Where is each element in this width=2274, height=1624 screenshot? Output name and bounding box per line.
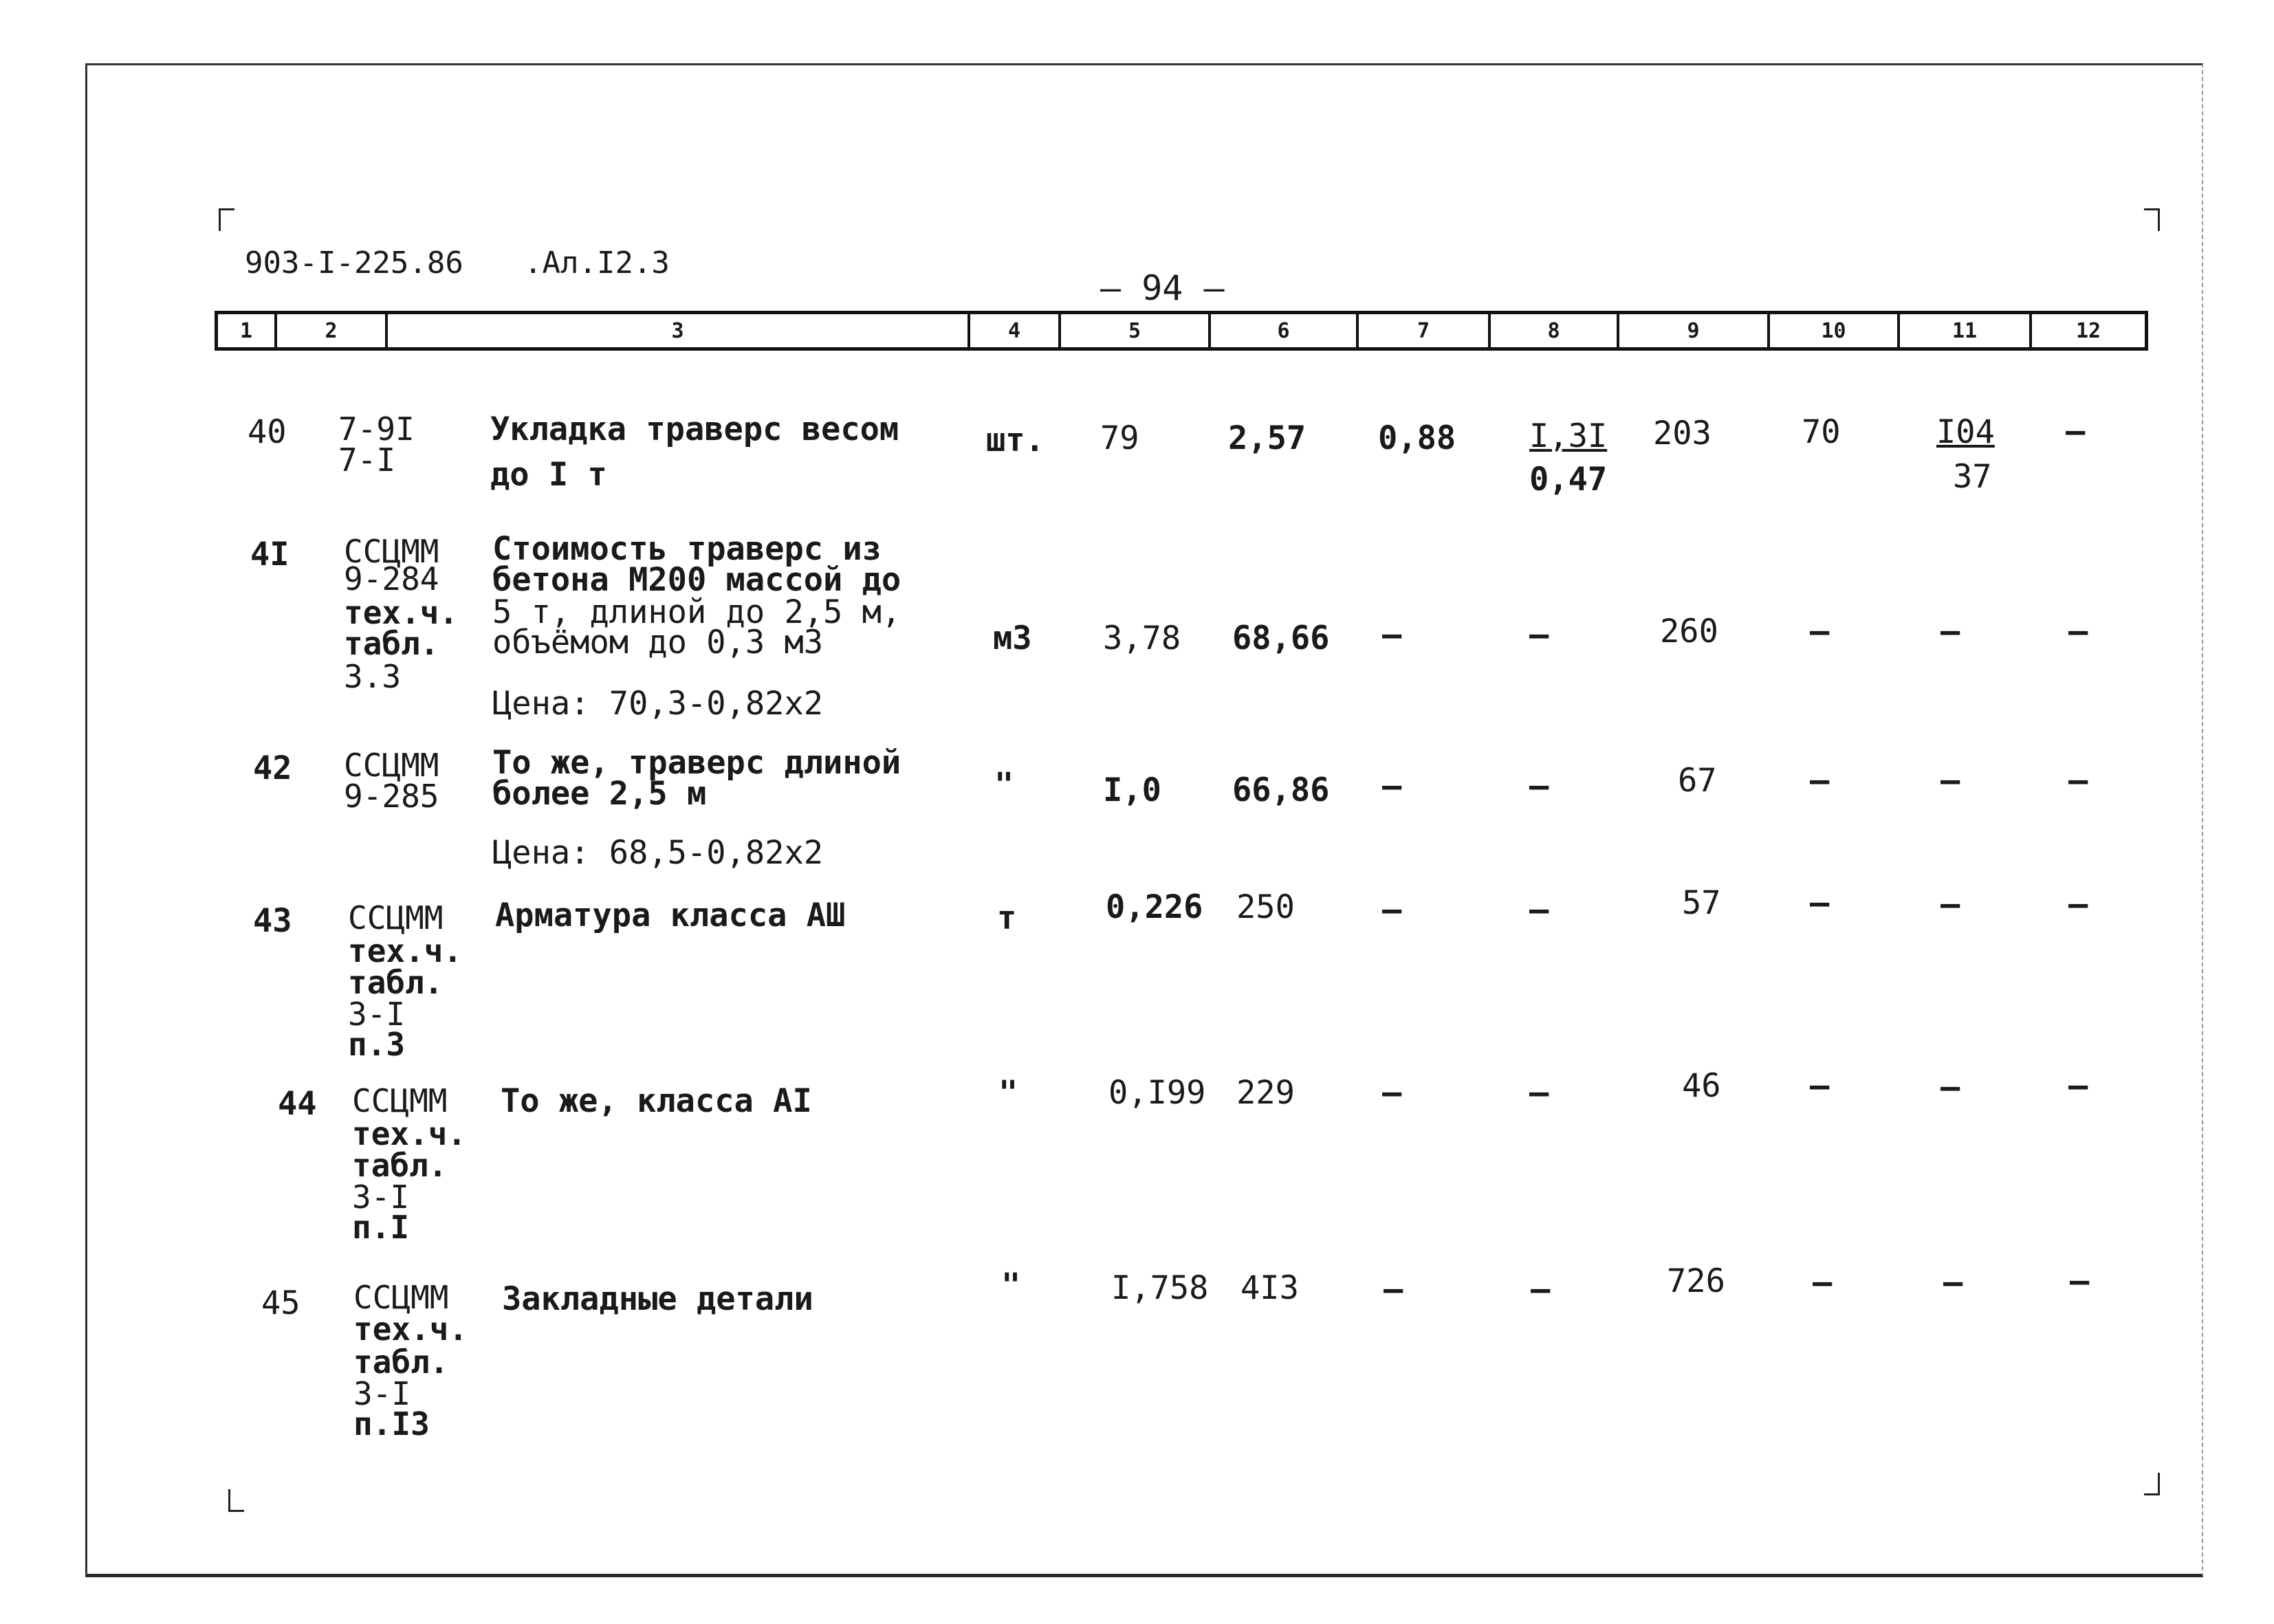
unit: " bbox=[994, 766, 1014, 804]
norm-code-line: табл. bbox=[344, 625, 439, 662]
work-description-line: Закладные детали bbox=[502, 1280, 813, 1318]
norm-code-line: 3-I bbox=[353, 1375, 411, 1412]
price-formula: Цена: 70,3-0,82х2 bbox=[492, 685, 824, 723]
unit: м3 bbox=[993, 619, 1032, 657]
unit-cost: 2,57 bbox=[1228, 419, 1307, 457]
column-header: 6 bbox=[1211, 314, 1359, 347]
total-cost: 67 bbox=[1678, 762, 1717, 800]
col10-value: – bbox=[1810, 884, 1830, 922]
corner-mark-top-right bbox=[2144, 208, 2160, 231]
col7-value: – bbox=[1384, 1271, 1403, 1308]
corner-mark-bottom-left bbox=[228, 1489, 244, 1512]
quantity: 3,78 bbox=[1103, 619, 1181, 657]
total-cost: 260 bbox=[1660, 613, 1718, 650]
col10-value: – bbox=[1810, 1067, 1830, 1105]
col8-value: – bbox=[1529, 891, 1549, 929]
work-description-line: бетона М200 массой до bbox=[492, 561, 901, 599]
col12-value: – bbox=[2070, 1262, 2090, 1300]
quantity: 0,I99 bbox=[1108, 1074, 1206, 1112]
unit-cost: 68,66 bbox=[1232, 619, 1330, 657]
document-code: 903-I-225.86 bbox=[245, 245, 463, 281]
col11-value: – bbox=[1940, 613, 1960, 650]
col12-value: – bbox=[2068, 886, 2088, 923]
unit: " bbox=[998, 1074, 1018, 1112]
norm-code-line: 9-284 bbox=[344, 560, 439, 597]
col7-value: – bbox=[1382, 1074, 1402, 1112]
unit: т bbox=[997, 899, 1017, 937]
row-number: 4I bbox=[250, 536, 289, 573]
work-description-line: Арматура класса АШ bbox=[495, 897, 846, 934]
norm-code-line: п.3 bbox=[348, 1026, 406, 1063]
norm-code-line: ССЦММ bbox=[344, 533, 439, 570]
column-header: 10 bbox=[1770, 314, 1900, 347]
norm-code-line: тех.ч. bbox=[353, 1310, 468, 1348]
col12-value: – bbox=[2068, 762, 2088, 800]
norm-code-line: 3-I bbox=[348, 996, 406, 1033]
unit-cost: 66,86 bbox=[1232, 771, 1330, 809]
unit-cost: 250 bbox=[1236, 888, 1295, 926]
unit: " bbox=[1001, 1266, 1021, 1304]
col8-value-top: I,3I bbox=[1529, 417, 1608, 455]
col11-value: – bbox=[1943, 1264, 1963, 1302]
norm-code-line: 7-9I bbox=[338, 410, 415, 448]
col10-value: – bbox=[1810, 762, 1830, 800]
norm-code-line: тех.ч. bbox=[348, 932, 463, 969]
row-number: 44 bbox=[278, 1085, 317, 1123]
work-description-line: объёмом до 0,3 м3 bbox=[492, 624, 824, 661]
norm-code-line: табл. bbox=[352, 1147, 448, 1184]
col10-value: 70 bbox=[1802, 413, 1841, 451]
norm-code-line: 3.3 bbox=[344, 658, 402, 695]
norm-code-line: 7-I bbox=[338, 441, 396, 479]
col7-value: – bbox=[1382, 616, 1402, 654]
quantity: I,0 bbox=[1103, 771, 1161, 809]
col8-value-bottom: 0,47 bbox=[1529, 461, 1608, 498]
work-description-line: Стоимость траверс из bbox=[492, 530, 882, 568]
col12-value: – bbox=[2066, 413, 2086, 450]
norm-code-line: тех.ч. bbox=[352, 1115, 467, 1152]
column-header: 2 bbox=[277, 314, 388, 347]
col7-value: – bbox=[1382, 891, 1402, 929]
work-description-line: То же, траверс длиной bbox=[492, 744, 901, 782]
column-header: 1 bbox=[218, 314, 277, 347]
quantity: I,758 bbox=[1111, 1269, 1209, 1307]
column-header: 12 bbox=[2075, 318, 2101, 343]
column-header: 11 bbox=[1900, 314, 2032, 347]
col11-value: – bbox=[1940, 886, 1960, 923]
norm-code-line: 9-285 bbox=[344, 778, 439, 815]
norm-code-line: ССЦММ bbox=[352, 1082, 448, 1119]
col7-value: 0,88 bbox=[1378, 419, 1456, 457]
norm-code-line: п.I3 bbox=[353, 1405, 430, 1442]
col8-value: – bbox=[1531, 1271, 1551, 1308]
norm-code-line: 3-I bbox=[352, 1178, 410, 1216]
row-number: 42 bbox=[253, 749, 292, 787]
norm-code-line: табл. bbox=[348, 964, 444, 1001]
total-cost: 726 bbox=[1667, 1262, 1725, 1300]
row-number: 43 bbox=[253, 902, 292, 940]
norm-code-line: табл. bbox=[353, 1343, 449, 1381]
price-formula: Цена: 68,5-0,82х2 bbox=[492, 834, 824, 872]
page-number: — 94 — bbox=[1100, 268, 1225, 308]
column-header: 7 bbox=[1359, 314, 1491, 347]
col11-value-bottom: 37 bbox=[1953, 458, 1992, 496]
total-cost: 203 bbox=[1653, 415, 1712, 452]
col12-value: – bbox=[2068, 613, 2088, 650]
col8-value: – bbox=[1529, 1074, 1549, 1112]
work-description-line: 5 т, длиной до 2,5 м, bbox=[492, 593, 901, 631]
unit-cost: 229 bbox=[1236, 1074, 1295, 1112]
total-cost: 46 bbox=[1682, 1067, 1721, 1105]
col10-value: – bbox=[1810, 613, 1830, 650]
col11-value: – bbox=[1940, 1068, 1960, 1106]
column-header: 3 bbox=[388, 314, 970, 347]
sheet-reference: .Ал.I2.3 bbox=[524, 245, 670, 281]
col7-value: – bbox=[1382, 767, 1402, 805]
work-description-line: Укладка траверс весом bbox=[490, 410, 899, 448]
unit: шт. bbox=[986, 421, 1045, 459]
column-header: 8 bbox=[1491, 314, 1619, 347]
work-description-line: То же, класса АI bbox=[501, 1082, 812, 1120]
col12-value: – bbox=[2068, 1067, 2088, 1105]
norm-code-line: ССЦММ bbox=[344, 747, 439, 784]
row-number: 45 bbox=[261, 1284, 300, 1322]
row-number: 40 bbox=[248, 413, 287, 451]
work-description-line: более 2,5 м bbox=[492, 775, 707, 813]
col11-value-top: I04 bbox=[1936, 413, 1995, 451]
quantity: 0,226 bbox=[1106, 888, 1203, 926]
col8-value: – bbox=[1529, 767, 1549, 805]
quantity: 79 bbox=[1100, 419, 1139, 457]
corner-mark-top-left bbox=[219, 208, 234, 231]
work-description-line: до I т bbox=[490, 456, 607, 494]
column-header-row bbox=[215, 311, 2148, 351]
column-header: 9 bbox=[1619, 314, 1770, 347]
unit-cost: 4I3 bbox=[1240, 1269, 1299, 1307]
norm-code-line: п.I bbox=[352, 1209, 410, 1246]
norm-code-line: тех.ч. bbox=[344, 594, 459, 631]
corner-mark-bottom-right bbox=[2144, 1473, 2160, 1495]
total-cost: 57 bbox=[1682, 884, 1721, 922]
col10-value: – bbox=[1813, 1264, 1833, 1302]
col8-value: – bbox=[1529, 616, 1549, 654]
norm-code-line: ССЦММ bbox=[353, 1279, 449, 1316]
col11-value: – bbox=[1940, 762, 1960, 800]
column-header: 4 bbox=[970, 314, 1061, 347]
column-header: 5 bbox=[1061, 314, 1211, 347]
norm-code-line: ССЦММ bbox=[348, 899, 444, 936]
